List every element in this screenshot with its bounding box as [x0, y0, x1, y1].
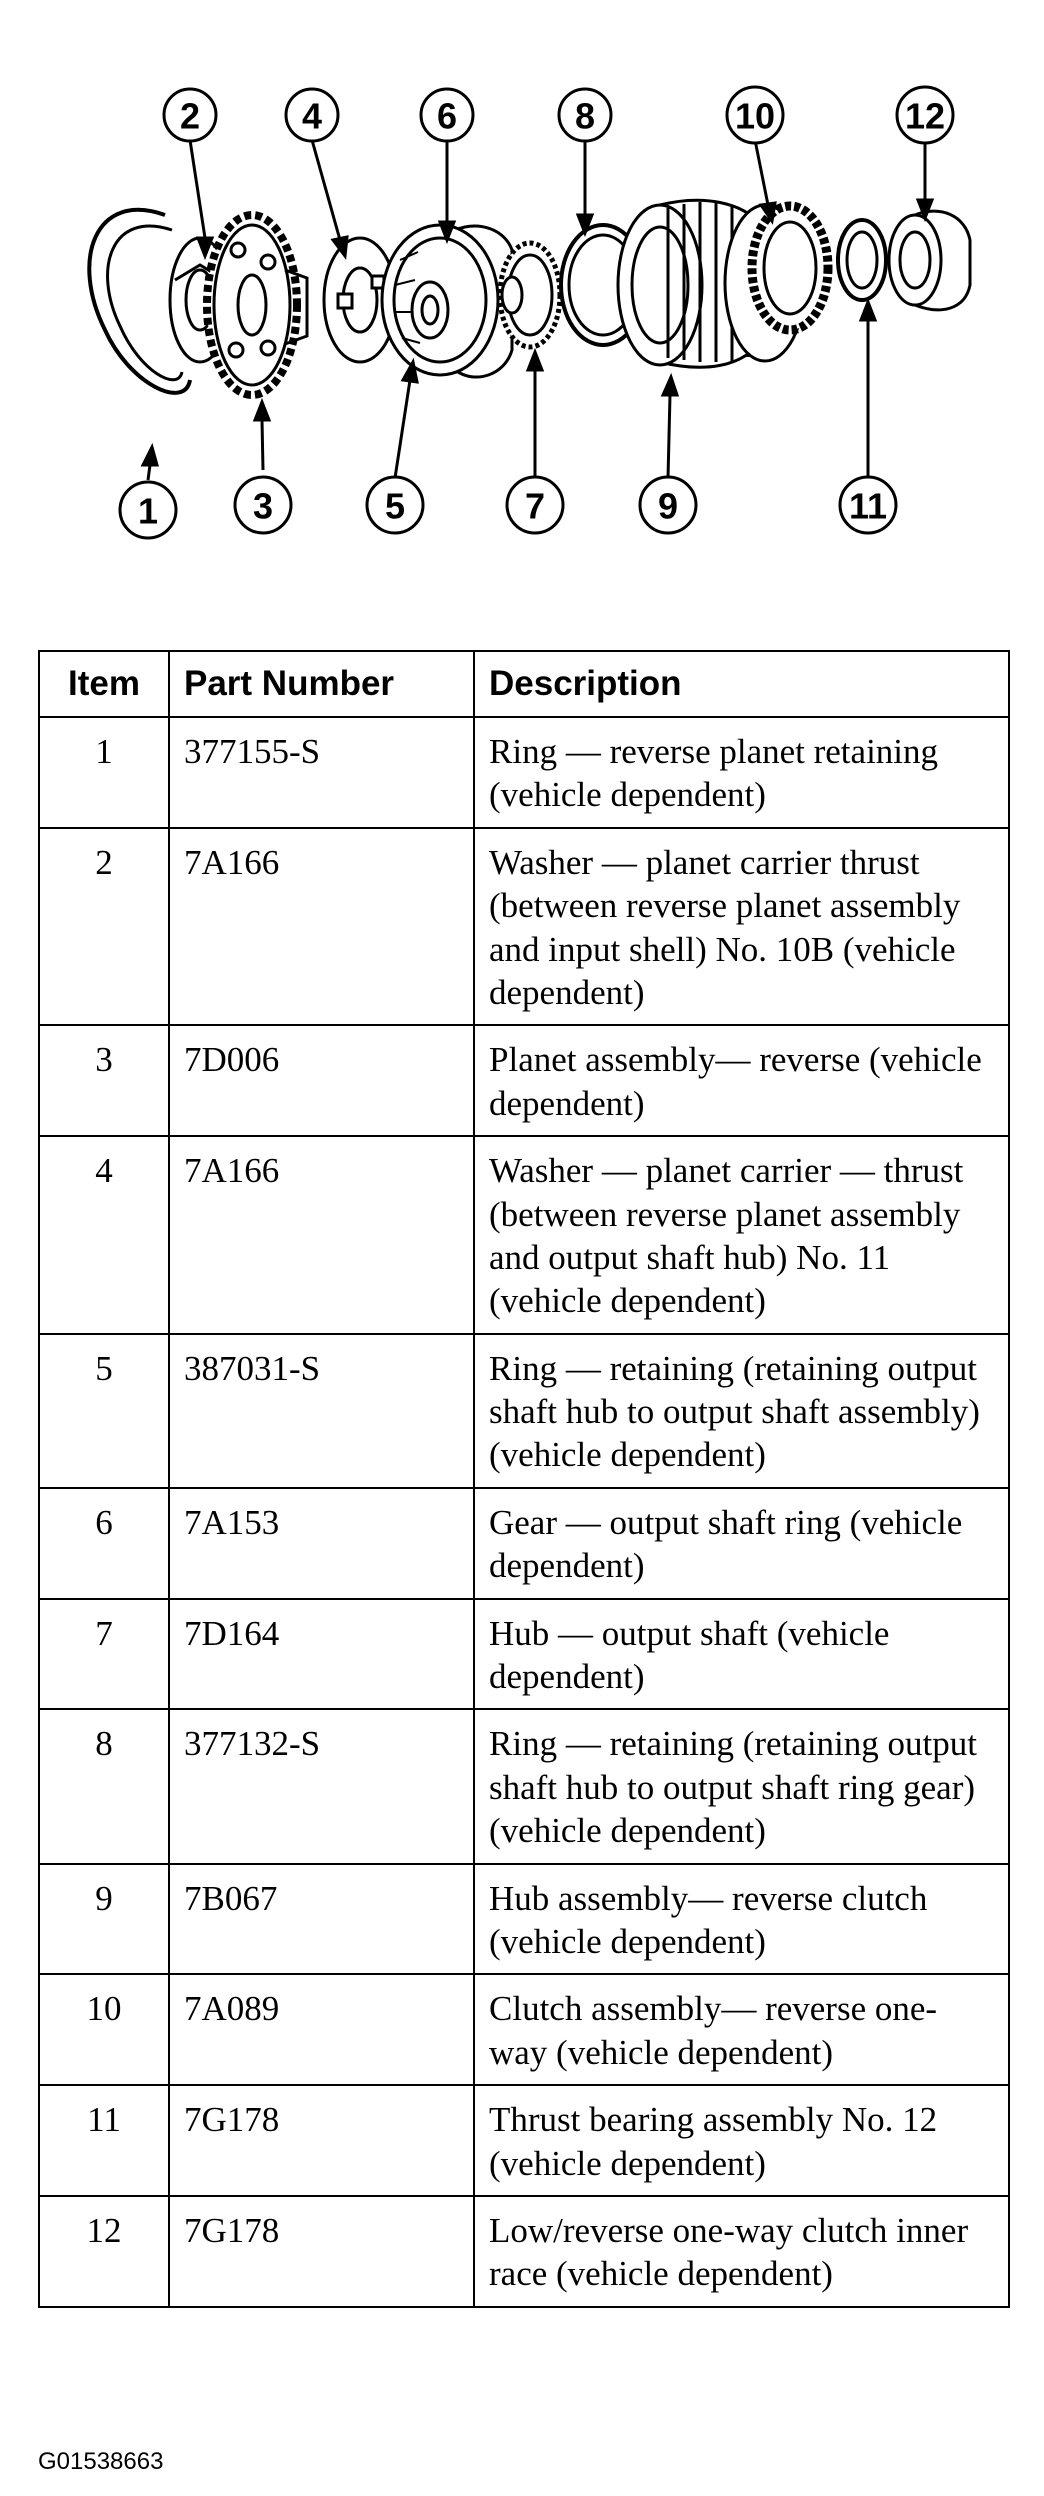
row-item: 5 — [39, 1334, 169, 1488]
part-7-output-shaft-hub — [500, 243, 560, 347]
table-row — [39, 828, 1009, 1026]
callout-11: 11 — [848, 485, 888, 527]
row-part-number: 7D164 — [169, 1599, 474, 1710]
row-item: 12 — [39, 2196, 169, 2307]
parts-table — [38, 650, 1010, 2308]
row-part-number: 7A166 — [169, 828, 474, 1026]
row-part-number: 377155-S — [169, 717, 474, 828]
row-description: Clutch assembly— reverse one-way (vehicle dependent) — [474, 1974, 1009, 2085]
row-description: Low/reverse one-way clutch inner race (vehicle dependent) — [474, 2196, 1009, 2307]
row-description: Hub — output shaft (vehicle dependent) — [474, 1599, 1009, 1710]
table-row — [39, 1599, 1009, 1710]
row-part-number: 7D006 — [169, 1025, 474, 1136]
callout-9: 9 — [657, 485, 679, 527]
row-part-number: 7A089 — [169, 1974, 474, 2085]
callout-5: 5 — [384, 485, 406, 527]
callout-6: 6 — [436, 95, 458, 137]
table-row — [39, 717, 1009, 828]
row-item: 10 — [39, 1974, 169, 2085]
row-description: Washer — planet carrier — thrust (between reverse planet assembly and output shaft hub) No. 11 (vehicle dependent) — [474, 1136, 1009, 1334]
row-part-number: 7G178 — [169, 2085, 474, 2196]
row-description: Washer — planet carrier thrust (between reverse planet assembly and input shell) No. 10B (vehicle dependent) — [474, 828, 1009, 1026]
callout-7: 7 — [524, 485, 546, 527]
row-part-number: 377132-S — [169, 1709, 474, 1863]
row-part-number: 7G178 — [169, 2196, 474, 2307]
callout-10: 10 — [734, 95, 776, 137]
row-item: 8 — [39, 1709, 169, 1863]
row-description: Ring — retaining (retaining output shaft hub to output shaft ring gear) (vehicle dependent) — [474, 1709, 1009, 1863]
row-item: 3 — [39, 1025, 169, 1136]
part-6-ring-gear — [382, 225, 512, 377]
exploded-parts-diagram — [0, 0, 1044, 590]
callout-1: 1 — [137, 490, 159, 532]
row-item: 1 — [39, 717, 169, 828]
row-description: Ring — retaining (retaining output shaft hub to output shaft assembly) (vehicle dependent) — [474, 1334, 1009, 1488]
row-item: 11 — [39, 2085, 169, 2196]
header-part-number: Part Number — [169, 651, 474, 717]
callout-2: 2 — [179, 95, 201, 137]
row-description: Planet assembly— reverse (vehicle dependent) — [474, 1025, 1009, 1136]
part-3-planet-assembly — [207, 215, 307, 395]
row-item: 7 — [39, 1599, 169, 1710]
row-part-number: 7A153 — [169, 1488, 474, 1599]
callout-8: 8 — [574, 95, 596, 137]
header-item: Item — [39, 651, 169, 717]
callout-3: 3 — [252, 485, 274, 527]
row-description: Ring — reverse planet retaining (vehicle dependent) — [474, 717, 1009, 828]
row-item: 9 — [39, 1864, 169, 1975]
header-description: Description — [474, 651, 1009, 717]
figure-id: G01538663 — [38, 2448, 164, 2475]
row-part-number: 7B067 — [169, 1864, 474, 1975]
table-row — [39, 1025, 1009, 1136]
table-row — [39, 1136, 1009, 1334]
callout-12: 12 — [904, 95, 946, 137]
table-header-row — [39, 651, 1009, 717]
part-5-retaining-ring — [412, 282, 448, 338]
row-description: Gear — output shaft ring (vehicle dependent) — [474, 1488, 1009, 1599]
part-11-thrust-bearing — [838, 220, 886, 300]
table-row — [39, 1488, 1009, 1599]
row-item: 4 — [39, 1136, 169, 1334]
row-description: Thrust bearing assembly No. 12 (vehicle dependent) — [474, 2085, 1009, 2196]
part-10-one-way-clutch — [752, 206, 828, 330]
row-item: 6 — [39, 1488, 169, 1599]
table-row — [39, 1864, 1009, 1975]
row-item: 2 — [39, 828, 169, 1026]
row-description: Hub assembly— reverse clutch (vehicle dependent) — [474, 1864, 1009, 1975]
table-row — [39, 2196, 1009, 2307]
table-row — [39, 1974, 1009, 2085]
row-part-number: 7A166 — [169, 1136, 474, 1334]
table-row — [39, 2085, 1009, 2196]
table-row — [39, 1709, 1009, 1863]
part-12-inner-race — [889, 211, 970, 310]
callout-4: 4 — [301, 95, 323, 137]
table-row — [39, 1334, 1009, 1488]
row-part-number: 387031-S — [169, 1334, 474, 1488]
